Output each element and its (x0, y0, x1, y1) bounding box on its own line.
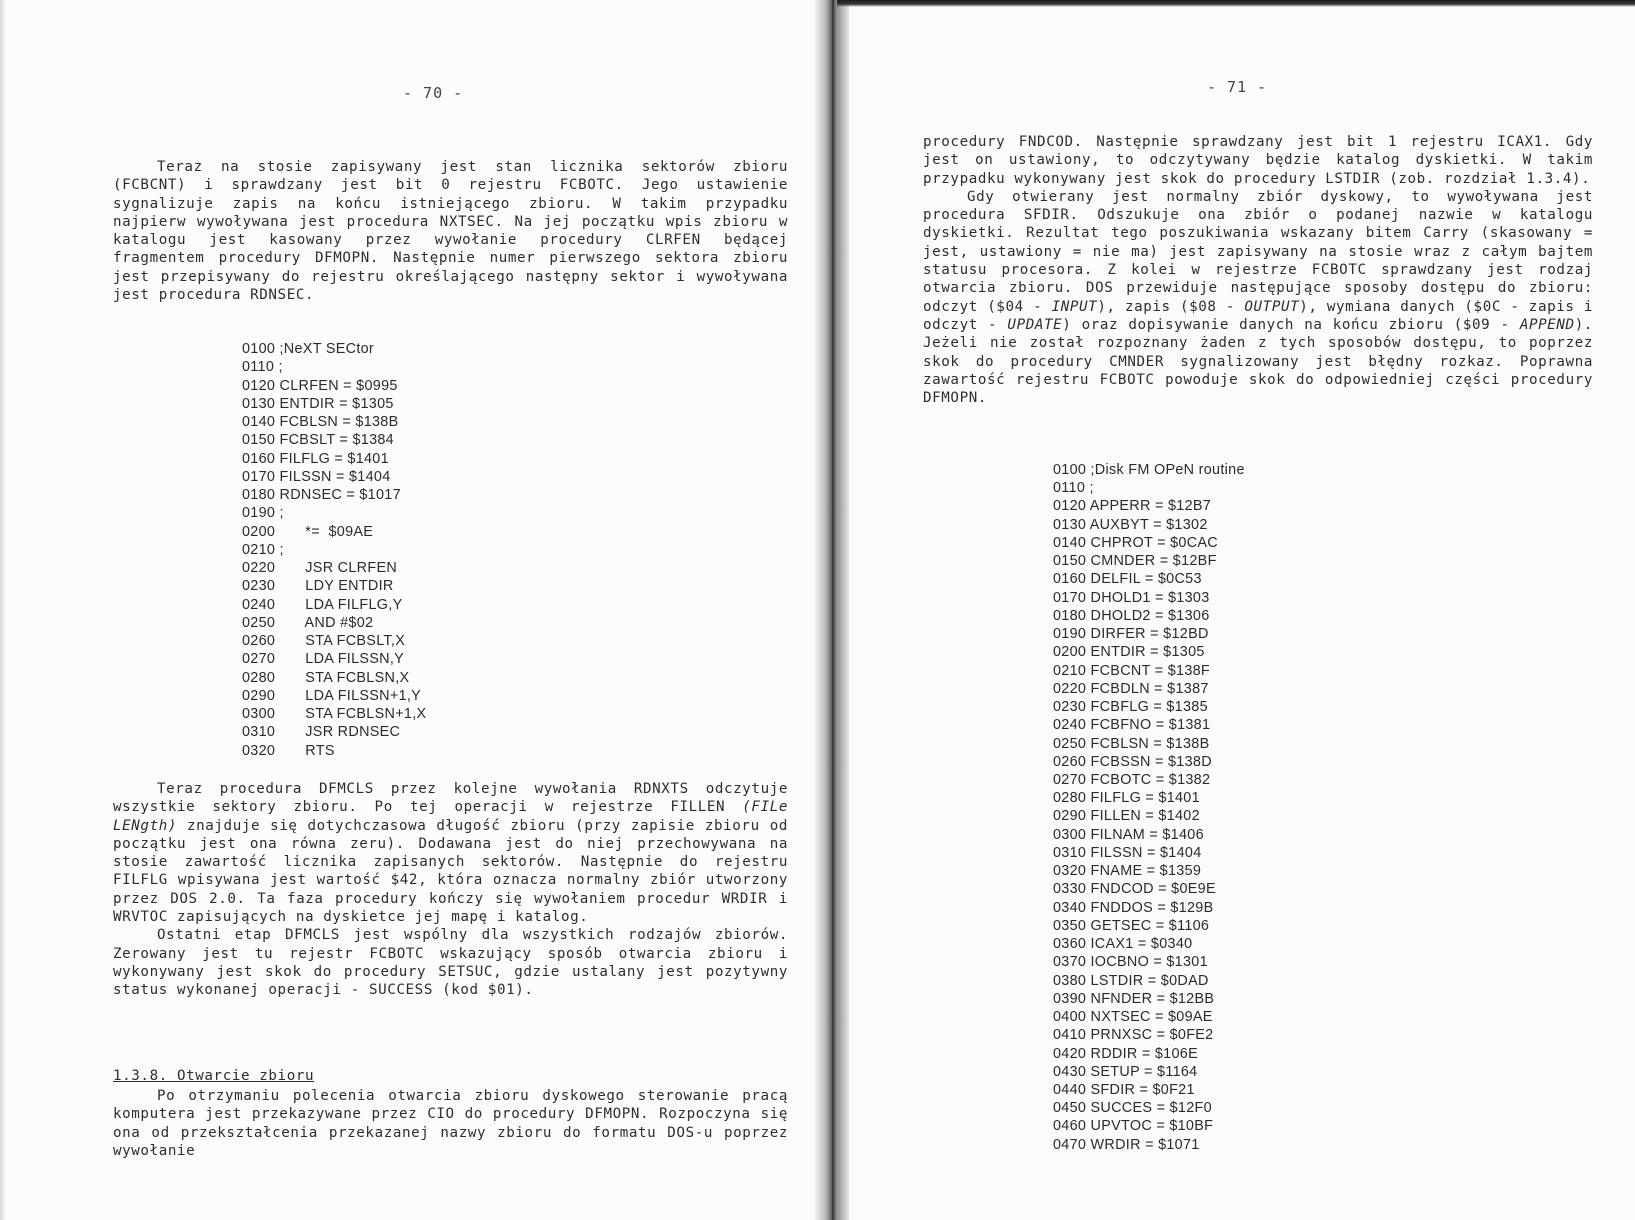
code-line: 0310 JSR RDNSEC (242, 724, 401, 741)
code-line: 0470 WRDIR = $1071 (1053, 1136, 1200, 1153)
code-line: 0240 LDA FILFLG,Y (242, 596, 403, 613)
paragraph-text: Ostatni etap DFMCLS jest wspólny dla wszystkich rodzajów zbiorów. Zerowany jest tu rejestr FCBOTC wskazujący sposób otwarcia zbioru i wykonywany jest skok do procedury SETSUC, gdzie ustalany jest pozytywny status wykonanej operacji - SUCCESS (kod $01). (113, 927, 788, 999)
italic-term: APPEND (1519, 316, 1575, 333)
code-line: 0170 FILSSN = $1404 (242, 468, 391, 485)
code-line: 0120 CLRFEN = $0995 (242, 377, 398, 394)
code-line: 0110 ; (1053, 480, 1094, 497)
code-line: 0430 SETUP = $1164 (1053, 1063, 1198, 1080)
code-line: 0140 CHPROT = $0CAC (1053, 534, 1219, 551)
text-run: Teraz procedura DFMCLS przez kolejne wywołania RDNXTS odczytuje wszystkie sektory zbioru. Po tej operacji w rejestrze FILLEN (113, 781, 788, 816)
code-line: 0180 RDNSEC = $1017 (242, 487, 401, 503)
paragraph-text: procedury FNDCOD. Następnie sprawdzany jest bit 1 rejestru ICAX1. Gdy jest on ustawiony, to odczytywany będzie katalog dyskietki. W takim przypadku wykonywany jest skok do procedury LSTDIR (zob. rozdział 1.3.4). (923, 134, 1593, 187)
code-line: 0200 ENTDIR = $1305 (1053, 644, 1205, 661)
code-line: 0460 UPVTOC = $10BF (1053, 1118, 1214, 1135)
code-line: 0270 LDA FILSSN,Y (242, 651, 405, 668)
code-line: 0170 DHOLD1 = $1303 (1053, 589, 1210, 606)
code-line: 0370 IOCBNO = $1301 (1053, 954, 1208, 971)
code-line: 0440 SFDIR = $0F21 (1053, 1081, 1195, 1098)
code-line: 0240 FCBFNO = $1381 (1053, 717, 1211, 734)
code-line: 0110 ; (242, 359, 283, 376)
left-paragraph-4 (113, 1087, 788, 1160)
page-edge-shadow (0, 0, 6, 1220)
code-line: 0290 FILLEN = $1402 (1053, 808, 1200, 825)
code-line: 0330 FNDCOD = $0E9E (1053, 881, 1216, 898)
italic-term: OUTPUT (1244, 298, 1300, 315)
right-page (837, 0, 1635, 1220)
text-run: ), zapis ($08 - (1097, 298, 1245, 315)
paragraph-text (923, 188, 1593, 408)
code-line: 0100 ;Disk FM OPeN routine (1053, 462, 1245, 478)
code-line: 0380 LSTDIR = $0DAD (1053, 972, 1209, 989)
italic-term: UPDATE (1007, 316, 1063, 333)
code-line: 0350 GETSEC = $1106 (1053, 917, 1210, 934)
code-line: 0120 APPERR = $12B7 (1053, 498, 1212, 515)
code-line: 0290 LDA FILSSN+1,Y (242, 687, 422, 704)
code-line: 0140 FCBLSN = $138B (242, 414, 399, 430)
page-number-right: - 71 - (1207, 78, 1268, 96)
paragraph-text (113, 780, 788, 926)
page-number-left: - 70 - (403, 84, 464, 102)
code-line: 0300 FILNAM = $1406 (1053, 826, 1204, 843)
code-line: 0390 NFNDER = $12BB (1053, 990, 1215, 1007)
left-paragraph-1 (113, 158, 788, 304)
right-code-listing (1053, 461, 1413, 1154)
code-line: 0230 LDY ENTDIR (242, 578, 394, 595)
code-line: 0400 NXTSEC = $09AE (1053, 1009, 1213, 1026)
paragraph-text: Teraz na stosie zapisywany jest stan licznika sektorów zbioru (FCBCNT) i sprawdzany jest bit 0 rejestru FCBOTC. Jego ustawienie sygnalizuje zapis na końcu istniejącego zbioru. W takim przypadku najpierw wywoływana jest procedura NXTSEC. Na jej początku wpis zbioru w katalogu jest kasowany przez wywołanie procedury CLRFEN będącej fragmentem procedury DFMOPN. Następnie numer pierwszego sektora zbioru jest przepisywany do rejestru określającego następny sektor i wywoływana jest procedura RDNSEC. (113, 159, 788, 304)
code-line: 0190 DIRFER = $12BD (1053, 626, 1209, 643)
code-line: 0270 FCBOTC = $1382 (1053, 771, 1211, 788)
code-line: 0450 SUCCES = $12F0 (1053, 1100, 1212, 1117)
code-line: 0220 JSR CLRFEN (242, 560, 398, 576)
text-run: Gdy otwierany jest normalny zbiór dyskowy, to wywoływana jest procedura SFDIR. Odszukuje ona zbiór o podanej nazwie w katalogu dyskietki. Rezultat tego poszukiwania wskazany bitem Carry (skasowany = jest, ustawiony = nie ma) jest zapisywany na stosie wraz z całym bajtem statusu procesora. Z kolei w rejestrze FCBOTC sprawdzany jest rodzaj otwarcia zbioru. DOS przewiduje następujące sposoby dostępu do zbioru: odczyt ($04 - (923, 188, 1593, 315)
code-line: 0250 FCBLSN = $138B (1053, 735, 1210, 752)
code-line: 0160 DELFIL = $0C53 (1053, 571, 1202, 588)
code-line: 0320 RTS (242, 742, 335, 759)
section-heading: 1.3.8. Otwarcie zbioru (113, 1068, 315, 1084)
code-line: 0130 ENTDIR = $1305 (242, 395, 394, 412)
italic-term: INPUT (1051, 298, 1098, 315)
left-code-listing (242, 340, 602, 760)
italic-term: (FILe LENgth) (113, 799, 788, 834)
paragraph-text: Po otrzymaniu polecenia otwarcia zbioru dyskowego sterowanie pracą komputera jest przekazywane przez CIO do procedury DFMOPN. Rozpoczyna się ona od przekształcenia przekazanej nazwy zbioru do formatu DOS-u poprzez wywołanie (113, 1088, 788, 1159)
code-line: 0310 FILSSN = $1404 (1053, 844, 1202, 861)
scan-edge (837, 0, 1635, 7)
left-paragraph-2 (113, 780, 788, 1000)
text-run: ) oraz dopisywanie danych na końcu zbioru ($09 - (1062, 316, 1520, 333)
code-line: 0320 FNAME = $1359 (1053, 863, 1202, 880)
text-run: znajduje się dotychczasowa długość zbioru (przy zapisie zbioru od początku jest ona równa zeru). Dodawana jest do niej przechowywana na stosie zawartość licznika zapisanych sektorów. Następnie do rejestru FILFLG wpisywana jest wartość $42, która oznacza normalny zbiór utworzony przez DOS 2.0. Ta faza procedury kończy się wywołaniem procedur WRDIR i WRVTOC zapisujących na dyskietce jej mapę i katalog. (113, 817, 788, 926)
code-line: 0200 *= $09AE (242, 523, 374, 540)
code-line: 0340 FNDDOS = $129B (1053, 899, 1214, 916)
code-line: 0230 FCBFLG = $1385 (1053, 699, 1208, 716)
book-gutter (815, 0, 849, 1220)
code-line: 0260 STA FCBSLT,X (242, 633, 406, 649)
code-line: 0100 ;NeXT SECtor (242, 341, 375, 357)
text-run: ). Jeżeli nie został rozpoznany żaden z tych sposobów dostępu, to poprzez skok do procedury CMNDER sygnalizowany jest błędny rozkaz. Poprawna zawartość rejestru FCBOTC powoduje skok do odpowiedniej części procedury DFMOPN. (923, 316, 1593, 407)
code-line: 0160 FILFLG = $1401 (242, 450, 389, 467)
code-line: 0280 STA FCBLSN,X (242, 669, 410, 686)
right-paragraph-1 (923, 133, 1593, 407)
code-line: 0190 ; (242, 505, 284, 522)
code-line: 0180 DHOLD2 = $1306 (1053, 607, 1210, 624)
code-line: 0210 ; (242, 541, 284, 558)
code-line: 0420 RDDIR = $106E (1053, 1045, 1198, 1062)
code-line: 0360 ICAX1 = $0340 (1053, 936, 1193, 953)
text-run: ), wymiana danych ($0C - zapis i odczyt - (923, 298, 1593, 333)
code-line: 0300 STA FCBLSN+1,X (242, 706, 427, 722)
code-line: 0130 AUXBYT = $1302 (1053, 516, 1208, 533)
code-line: 0150 FCBSLT = $1384 (242, 432, 394, 449)
code-line: 0250 AND #$02 (242, 614, 374, 631)
code-line: 0210 FCBCNT = $138F (1053, 662, 1211, 679)
code-line: 0260 FCBSSN = $138D (1053, 753, 1212, 770)
code-line: 0280 FILFLG = $1401 (1053, 790, 1200, 807)
code-line: 0410 PRNXSC = $0FE2 (1053, 1027, 1214, 1044)
code-line: 0220 FCBDLN = $1387 (1053, 680, 1209, 697)
code-line: 0150 CMNDER = $12BF (1053, 553, 1217, 570)
